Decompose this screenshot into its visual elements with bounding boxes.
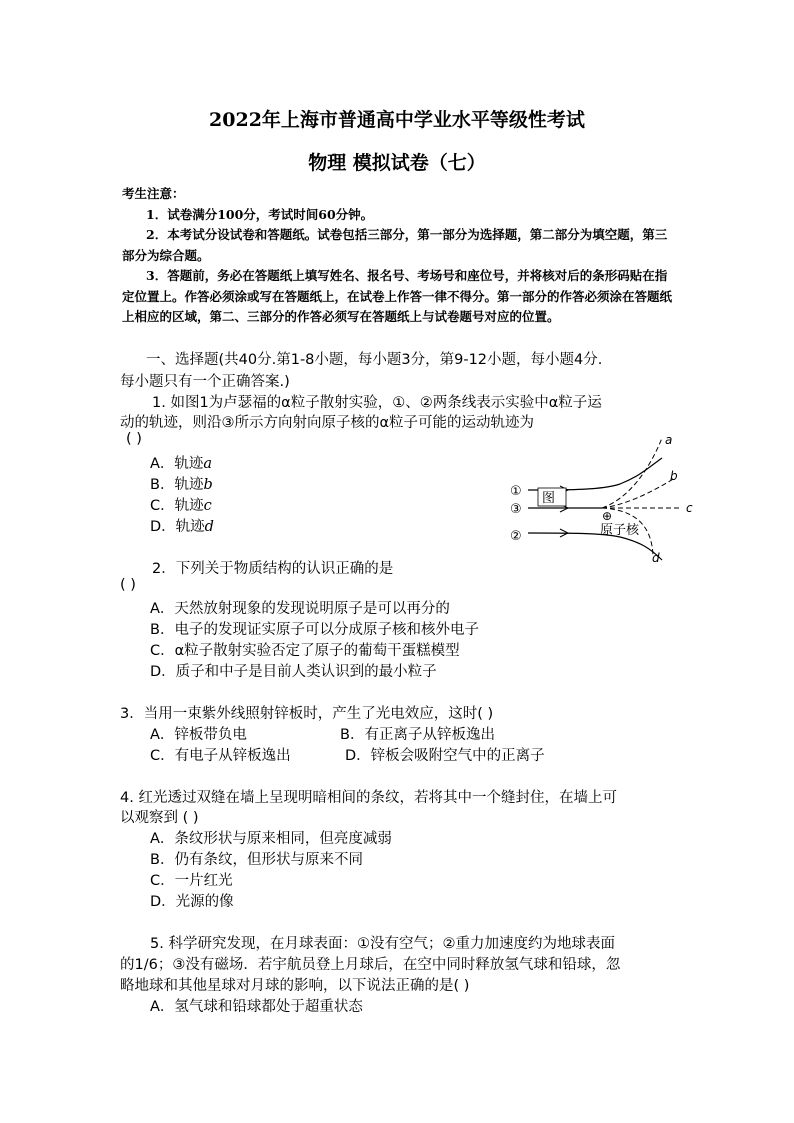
q1-option-d-label: D．轨迹 [150,519,205,535]
q1-option-a-var: a [203,456,213,472]
q5-stem-line3: 略地球和其他星球对月球的影响，以下说法正确的是( ) [120,978,470,994]
track-a [602,438,662,508]
q1-option-c[interactable] [150,494,212,515]
q1-option-a-label: A．轨迹 [150,456,204,472]
track-b [602,478,675,508]
q3-option-c[interactable]: C．有电子从锌板逸出 [150,748,291,764]
q1-option-b-label: B．轨迹 [150,477,204,493]
label-track-a: a [665,433,673,447]
notice-item-1: 1．试卷满分100分，考试时间60分钟。 [146,206,374,222]
exam-title: 2022年上海市普通高中学业水平等级性考试 [209,109,585,131]
q5-stem-line1: 5. 科学研究发现，在月球表面：①没有空气；②重力加速度约为地球表面 [150,936,615,952]
exam-subtitle: 物理 模拟试卷（七） [308,152,486,174]
q5-stem-line2: 的1/6；③没有磁场．若宇航员登上月球后，在空中同时释放氢气球和铅球，忽 [120,957,621,973]
q1-answer-bracket: ( ) [126,431,142,447]
q4-option-d[interactable]: D．光源的像 [150,894,234,910]
figure-label: 图 [542,491,556,506]
label-line-3: ③ [510,502,522,517]
q2-answer-bracket: ( ) [120,577,136,593]
nucleus-icon: ⊕ [602,509,613,523]
q1-option-c-label: C．轨迹 [150,498,204,514]
track-line-1 [528,458,662,490]
q1-option-d[interactable] [150,515,214,536]
notice-heading: 考生注意： [122,186,185,201]
track-line-2 [528,533,662,560]
q4-stem-line1: 4. 红光透过双缝在墙上呈现明暗相间的条纹，若将其中一个缝封住，在墙上可 [120,790,617,806]
q4-option-c[interactable]: C．一片红光 [150,873,233,889]
q3-option-d[interactable]: D．锌板会吸附空气中的正离子 [345,748,545,764]
q2-option-d[interactable]: D．质子和中子是目前人类认识到的最小粒子 [150,664,437,680]
q5-option-a[interactable]: A．氢气球和铅球都处于超重状态 [150,999,363,1015]
q1-stem-line1: 1. 如图1为卢瑟福的α粒子散射实验，①、②两条线表示实验中α粒子运 [152,395,602,411]
q2-option-b[interactable]: B．电子的发现证实原子可以分成原子核和核外电子 [150,622,479,638]
q4-option-b[interactable]: B．仍有条纹，但形状与原来不同 [150,852,363,868]
q3-option-b[interactable]: B．有正离子从锌板逸出 [340,727,495,743]
nucleus-label: 原子核 [600,523,640,538]
notice-item-2: 2．本考试分设试卷和答题纸。试卷包括三部分，第一部分为选择题，第二部分为填空题，第三部分为综合题。 [122,227,668,263]
q2-stem: 2．下列关于物质结构的认识正确的是 [152,561,394,577]
candidate-notice [122,184,678,328]
label-track-c: c [686,501,693,515]
alpha-scattering-figure [490,428,710,570]
q1-option-a[interactable] [150,452,212,473]
q2-option-a[interactable]: A．天然放射现象的发现说明原子是可以再分的 [150,601,450,617]
q1-stem-line2: 动的轨迹，则沿③所示方向射向原子核的α粒子可能的运动轨迹为 [120,415,535,431]
section1-instruction: 一、选择题(共40分.第1-8小题，每小题3分，第9-12小题，每小题4分. [146,352,603,368]
q1-option-d-var: d [204,519,214,535]
label-track-d: d [652,551,660,565]
q3-option-a[interactable]: A．锌板带负电 [150,727,247,743]
notice-item-3: 3．答题前，务必在答题纸上填写姓名、报名号、考场号和座位号，并将核对后的条形码贴在指定位置上。作答必须涂或写在答题纸上，在试卷上作答一律不得分。第一部分的作答必须涂在答题纸上相应的区域，第二、三部分的作答必须写在答题纸上与试卷题号对应的位置。 [122,268,673,324]
section1-instruction-cont: 每小题只有一个正确答案.) [120,374,290,390]
q4-option-a[interactable]: A．条纹形状与原来相同，但亮度减弱 [150,831,392,847]
q1-option-c-var: c [203,498,212,514]
label-track-b: b [670,469,678,483]
q1-option-b-var: b [203,477,213,493]
label-line-2: ② [510,529,522,544]
q3-stem: 3．当用一束紫外线照射锌板时，产生了光电效应，这时( ) [120,706,494,722]
q2-option-c[interactable]: C．α粒子散射实验否定了原子的葡萄干蛋糕模型 [150,643,460,659]
q1-option-b[interactable] [150,473,213,494]
q4-stem-line2: 以观察到 ( ) [120,810,199,826]
label-line-1: ① [510,484,522,499]
